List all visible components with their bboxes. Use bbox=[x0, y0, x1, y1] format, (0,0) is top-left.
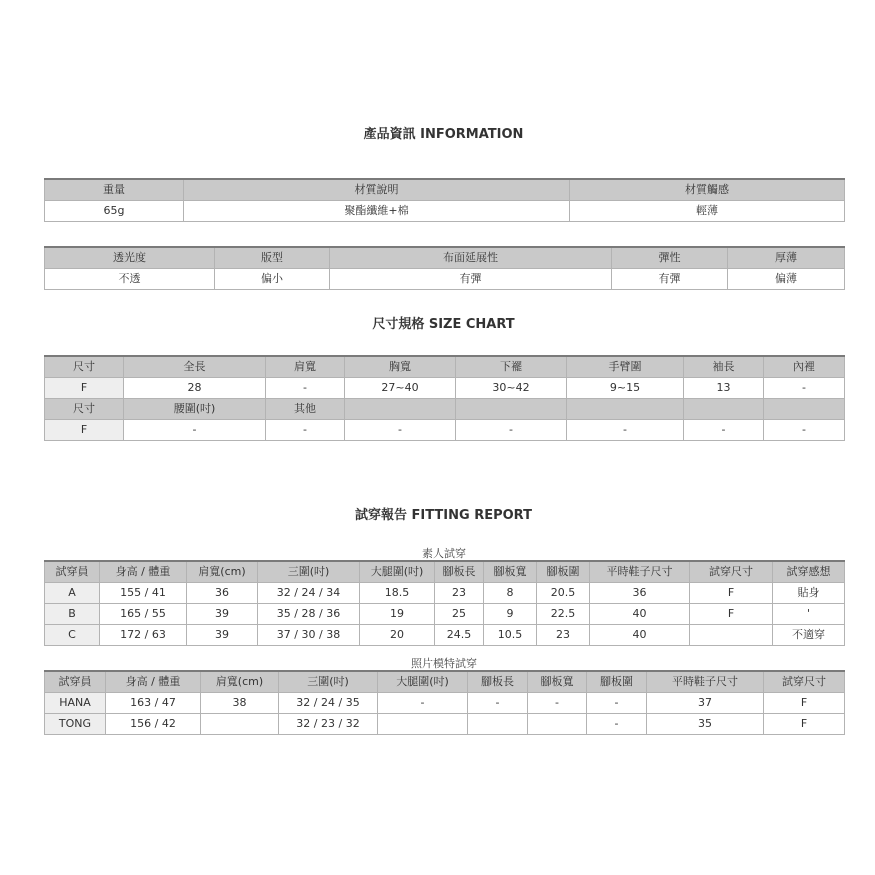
amateur-r1-c0: B bbox=[45, 604, 100, 625]
model-r1-c4 bbox=[378, 714, 468, 735]
info1-header-material: 材質說明 bbox=[184, 179, 570, 201]
info2-header-stretch: 布面延展性 bbox=[330, 247, 612, 269]
model-r1-c9: F bbox=[764, 714, 845, 735]
amateur-r2-c9 bbox=[690, 625, 773, 646]
model-r1-c2 bbox=[201, 714, 279, 735]
amateur-r0-c5: 23 bbox=[435, 583, 484, 604]
size-h1-col-3: 胸寬 bbox=[345, 356, 456, 378]
amateur-r1-c6: 9 bbox=[484, 604, 537, 625]
size-r1-col-2: - bbox=[266, 378, 345, 399]
size-h2-col-1: 腰圍(吋) bbox=[124, 399, 266, 420]
model-r1-c3: 32 / 23 / 32 bbox=[279, 714, 378, 735]
amateur-r1-c3: 35 / 28 / 36 bbox=[258, 604, 360, 625]
amateur-h-8: 平時鞋子尺寸 bbox=[590, 561, 690, 583]
amateur-r1-c8: 40 bbox=[590, 604, 690, 625]
size-r2-col-0: F bbox=[45, 420, 124, 441]
size-r2-col-4: - bbox=[456, 420, 567, 441]
model-h-2: 肩寬(cm) bbox=[201, 671, 279, 693]
info2-header-elasticity: 彈性 bbox=[612, 247, 728, 269]
amateur-h-3: 三圍(吋) bbox=[258, 561, 360, 583]
fitting-title: 試穿報告 FITTING REPORT bbox=[355, 508, 532, 523]
model-fitting-table bbox=[44, 670, 845, 735]
size-h1-col-1: 全長 bbox=[124, 356, 266, 378]
size-r1-col-6: 13 bbox=[684, 378, 764, 399]
amateur-h-9: 試穿尺寸 bbox=[690, 561, 773, 583]
size-r2-col-3: - bbox=[345, 420, 456, 441]
info-table-1 bbox=[44, 178, 845, 222]
size-r1-col-7: - bbox=[764, 378, 845, 399]
amateur-h-6: 腳板寬 bbox=[484, 561, 537, 583]
info1-value-texture: 輕薄 bbox=[570, 201, 845, 222]
model-r1-c0: TONG bbox=[45, 714, 106, 735]
amateur-r0-c1: 155 / 41 bbox=[100, 583, 187, 604]
info1-value-material: 聚酯纖維+棉 bbox=[184, 201, 570, 222]
size-header-row-1 bbox=[45, 356, 845, 378]
amateur-r0-c8: 36 bbox=[590, 583, 690, 604]
amateur-r0-c10: 貼身 bbox=[773, 583, 845, 604]
info2-value-opacity: 不透 bbox=[45, 269, 215, 290]
amateur-r2-c7: 23 bbox=[537, 625, 590, 646]
amateur-r0-c2: 36 bbox=[187, 583, 258, 604]
model-r1-c1: 156 / 42 bbox=[106, 714, 201, 735]
size-header-row-2 bbox=[45, 399, 845, 420]
size-r2-col-6: - bbox=[684, 420, 764, 441]
size-r1-col-4: 30~42 bbox=[456, 378, 567, 399]
size-r2-col-2: - bbox=[266, 420, 345, 441]
size-h2-col-7 bbox=[764, 399, 845, 420]
amateur-r2-c4: 20 bbox=[360, 625, 435, 646]
amateur-r2-c10: 不適穿 bbox=[773, 625, 845, 646]
size-r1-col-3: 27~40 bbox=[345, 378, 456, 399]
table-row bbox=[45, 583, 845, 604]
model-r1-c8: 35 bbox=[647, 714, 764, 735]
amateur-fitting-table bbox=[44, 560, 845, 646]
amateur-r0-c9: F bbox=[690, 583, 773, 604]
size-h1-col-4: 下襬 bbox=[456, 356, 567, 378]
amateur-r1-c10: ' bbox=[773, 604, 845, 625]
info2-value-thickness: 偏薄 bbox=[728, 269, 845, 290]
size-r1-col-1: 28 bbox=[124, 378, 266, 399]
model-h-4: 大腿圍(吋) bbox=[378, 671, 468, 693]
model-r0-c4: - bbox=[378, 693, 468, 714]
model-h-6: 腳板寬 bbox=[528, 671, 587, 693]
amateur-h-4: 大腿圍(吋) bbox=[360, 561, 435, 583]
size-h2-col-0: 尺寸 bbox=[45, 399, 124, 420]
size-h2-col-6 bbox=[684, 399, 764, 420]
amateur-r1-c7: 22.5 bbox=[537, 604, 590, 625]
model-h-7: 腳板圍 bbox=[587, 671, 647, 693]
model-r0-c6: - bbox=[528, 693, 587, 714]
size-r2-col-1: - bbox=[124, 420, 266, 441]
model-r0-c0: HANA bbox=[45, 693, 106, 714]
amateur-r0-c6: 8 bbox=[484, 583, 537, 604]
model-r1-c7: - bbox=[587, 714, 647, 735]
info2-value-elasticity: 有彈 bbox=[612, 269, 728, 290]
size-h1-col-7: 內裡 bbox=[764, 356, 845, 378]
table-row bbox=[45, 625, 845, 646]
amateur-r0-c7: 20.5 bbox=[537, 583, 590, 604]
table-row bbox=[45, 714, 845, 735]
amateur-h-0: 試穿員 bbox=[45, 561, 100, 583]
info1-header-weight: 重量 bbox=[45, 179, 184, 201]
info-title: 產品資訊 INFORMATION bbox=[363, 127, 524, 142]
model-r0-c1: 163 / 47 bbox=[106, 693, 201, 714]
model-r0-c2: 38 bbox=[201, 693, 279, 714]
size-r1-col-0: F bbox=[45, 378, 124, 399]
size-r2-col-5: - bbox=[567, 420, 684, 441]
amateur-h-1: 身高 / 體重 bbox=[100, 561, 187, 583]
model-h-9: 試穿尺寸 bbox=[764, 671, 845, 693]
amateur-h-7: 腳板圍 bbox=[537, 561, 590, 583]
info-table-2 bbox=[44, 246, 845, 290]
amateur-r1-c5: 25 bbox=[435, 604, 484, 625]
size-value-row-2 bbox=[45, 420, 845, 441]
amateur-r0-c3: 32 / 24 / 34 bbox=[258, 583, 360, 604]
model-r0-c7: - bbox=[587, 693, 647, 714]
amateur-r0-c4: 18.5 bbox=[360, 583, 435, 604]
table-row bbox=[45, 693, 845, 714]
info2-value-fit: 偏小 bbox=[215, 269, 330, 290]
amateur-r2-c5: 24.5 bbox=[435, 625, 484, 646]
amateur-r2-c2: 39 bbox=[187, 625, 258, 646]
amateur-r0-c0: A bbox=[45, 583, 100, 604]
amateur-r1-c1: 165 / 55 bbox=[100, 604, 187, 625]
size-h1-col-0: 尺寸 bbox=[45, 356, 124, 378]
model-r0-c9: F bbox=[764, 693, 845, 714]
size-h1-col-6: 袖長 bbox=[684, 356, 764, 378]
size-r1-col-5: 9~15 bbox=[567, 378, 684, 399]
size-h2-col-4 bbox=[456, 399, 567, 420]
info2-value-stretch: 有彈 bbox=[330, 269, 612, 290]
model-h-5: 腳板長 bbox=[468, 671, 528, 693]
amateur-r1-c4: 19 bbox=[360, 604, 435, 625]
amateur-r2-c3: 37 / 30 / 38 bbox=[258, 625, 360, 646]
model-r0-c3: 32 / 24 / 35 bbox=[279, 693, 378, 714]
info2-header-opacity: 透光度 bbox=[45, 247, 215, 269]
model-h-3: 三圍(吋) bbox=[279, 671, 378, 693]
amateur-r2-c0: C bbox=[45, 625, 100, 646]
amateur-h-5: 腳板長 bbox=[435, 561, 484, 583]
size-h1-col-2: 肩寬 bbox=[266, 356, 345, 378]
size-r2-col-7: - bbox=[764, 420, 845, 441]
amateur-h-10: 試穿感想 bbox=[773, 561, 845, 583]
size-h2-col-2: 其他 bbox=[266, 399, 345, 420]
amateur-r1-c2: 39 bbox=[187, 604, 258, 625]
model-h-0: 試穿員 bbox=[45, 671, 106, 693]
model-r0-c8: 37 bbox=[647, 693, 764, 714]
size-chart-title: 尺寸規格 SIZE CHART bbox=[372, 317, 515, 332]
size-h2-col-3 bbox=[345, 399, 456, 420]
model-caption: 照片模特試穿 bbox=[411, 657, 477, 670]
table-row bbox=[45, 604, 845, 625]
size-h1-col-5: 手臂圍 bbox=[567, 356, 684, 378]
model-h-1: 身高 / 體重 bbox=[106, 671, 201, 693]
amateur-r2-c1: 172 / 63 bbox=[100, 625, 187, 646]
model-r1-c6 bbox=[528, 714, 587, 735]
size-value-row-1 bbox=[45, 378, 845, 399]
size-chart-table bbox=[44, 355, 845, 441]
model-r0-c5: - bbox=[468, 693, 528, 714]
model-r1-c5 bbox=[468, 714, 528, 735]
amateur-h-2: 肩寬(cm) bbox=[187, 561, 258, 583]
size-h2-col-5 bbox=[567, 399, 684, 420]
info2-header-thickness: 厚薄 bbox=[728, 247, 845, 269]
amateur-caption: 素人試穿 bbox=[422, 547, 466, 560]
amateur-r2-c6: 10.5 bbox=[484, 625, 537, 646]
info2-header-fit: 版型 bbox=[215, 247, 330, 269]
info1-value-weight: 65g bbox=[45, 201, 184, 222]
info1-header-texture: 材質觸感 bbox=[570, 179, 845, 201]
amateur-r2-c8: 40 bbox=[590, 625, 690, 646]
model-h-8: 平時鞋子尺寸 bbox=[647, 671, 764, 693]
amateur-r1-c9: F bbox=[690, 604, 773, 625]
